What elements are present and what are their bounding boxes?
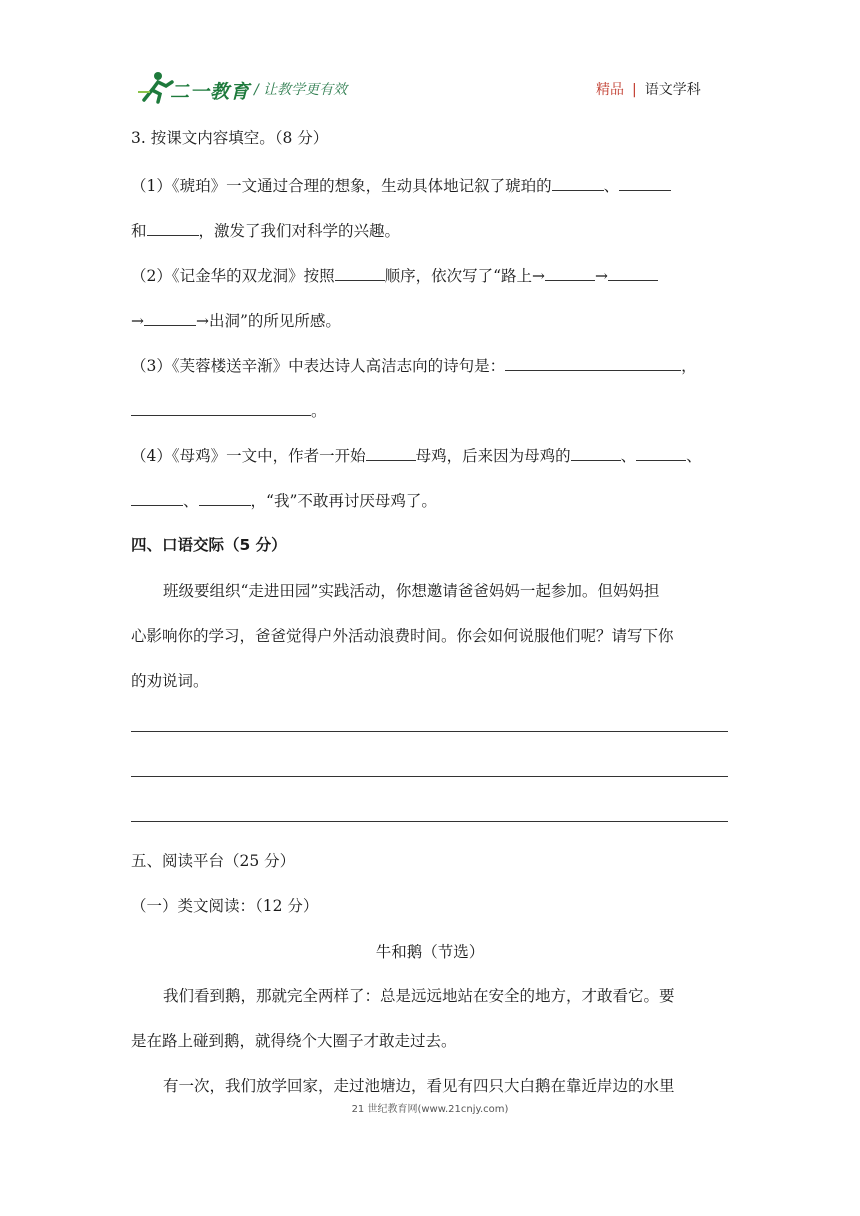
q3-s3-line1 — [131, 355, 697, 376]
fill-blank[interactable] — [131, 400, 311, 416]
section5-subtitle: （一）类文阅读：（12 分） — [131, 897, 319, 915]
q3-s4-sep1: 、 — [620, 447, 637, 465]
fill-blank[interactable] — [545, 265, 595, 281]
section5-title: 五、阅读平台（25 分） — [131, 852, 296, 870]
fill-blank[interactable] — [505, 355, 681, 371]
section4-title: 四、口语交际（5 分） — [131, 536, 287, 554]
fill-blank[interactable] — [552, 175, 604, 191]
q3-s2-text: （2）《记金华的双龙洞》按照 — [131, 267, 335, 285]
page-footer: 21 世纪教育网(www.21cnjy.com) — [351, 1104, 509, 1115]
q3-s4-mid: 母鸡，后来因为母鸡的 — [415, 447, 571, 465]
section4-paragraph-line2: 心影响你的学习，爸爸觉得户外活动浪费时间。你会如何说服他们呢？请写下你 — [131, 627, 674, 645]
fill-blank[interactable] — [571, 445, 621, 461]
q3-s3-text: （3）《芙蓉楼送辛渐》中表达诗人高洁志向的诗句是： — [131, 357, 506, 375]
section4-paragraph-line3: 的劝说词。 — [131, 672, 209, 690]
section4-paragraph-line1: 班级要组织“走进田园”实践活动，你想邀请爸爸妈妈一起参加。但妈妈担 — [163, 582, 660, 600]
answer-line[interactable] — [131, 821, 728, 822]
quality-label: 精品 — [596, 82, 624, 98]
fill-blank[interactable] — [636, 445, 686, 461]
q3-s1-and: 和 — [131, 222, 147, 240]
q3-s1-line2 — [131, 220, 400, 241]
q3-s1-text: （1）《琥珀》一文通过合理的想象，生动具体地记叙了琥珀的 — [131, 177, 552, 195]
q3-s3-end: 。 — [311, 402, 327, 420]
q3-s1-sep: 、 — [603, 177, 620, 195]
article-title: 牛和鹅（节选） — [375, 943, 485, 961]
article-paragraph-line1: 我们看到鹅，那就完全两样了：总是远远地站在安全的地方，才敢看它。要 — [163, 987, 675, 1005]
fill-blank[interactable] — [147, 220, 199, 236]
answer-line[interactable] — [131, 776, 728, 777]
q3-title: 3. 按课文内容填空。（8 分） — [131, 129, 329, 147]
q3-s1-line1 — [131, 175, 671, 196]
header-separator: | — [632, 82, 637, 98]
fill-blank[interactable] — [144, 310, 196, 326]
q3-s4-text: （4）《母鸡》一文中，作者一开始 — [131, 447, 366, 465]
fill-blank[interactable] — [608, 265, 658, 281]
page-header — [0, 0, 860, 110]
q3-s4-sep2: 、 — [686, 447, 702, 465]
subject-label: 语文学科 — [644, 82, 701, 98]
q3-s2-arrow: → — [595, 267, 609, 285]
q3-s2-arrow2: → — [131, 312, 144, 330]
article-paragraph-line3: 有一次，我们放学回家，走过池塘边，看见有四只大白鹅在靠近岸边的水里 — [163, 1077, 675, 1095]
fill-blank[interactable] — [335, 265, 385, 281]
header-right — [596, 79, 701, 99]
q3-s1-end: ，激发了我们对科学的兴趣。 — [198, 222, 401, 240]
q3-s4-end: ，“我”不敢再讨厌母鸡了。 — [250, 492, 437, 510]
q3-s2-mid: 顺序，依次写了“路上→ — [384, 267, 546, 285]
q3-s2-line1 — [131, 265, 658, 286]
q3-s4-sep3: 、 — [183, 492, 199, 510]
fill-blank[interactable] — [619, 175, 671, 191]
logo-text: 二一教育 — [170, 81, 251, 103]
fill-blank[interactable] — [366, 445, 416, 461]
q3-s3-line2 — [131, 400, 327, 421]
q3-s4-line1 — [131, 445, 702, 466]
q3-s4-line2 — [131, 490, 437, 511]
answer-line[interactable] — [131, 731, 728, 732]
fill-blank[interactable] — [199, 490, 251, 506]
slogan: / 让教学更有效 — [254, 82, 348, 98]
article-paragraph-line2: 是在路上碰到鹅，就得绕个大圈子才敢走过去。 — [131, 1032, 457, 1050]
fill-blank[interactable] — [131, 490, 183, 506]
q3-s2-line2 — [131, 310, 341, 331]
q3-s3-comma: ， — [681, 357, 697, 375]
q3-s2-end: →出洞”的所见所感。 — [196, 312, 341, 330]
